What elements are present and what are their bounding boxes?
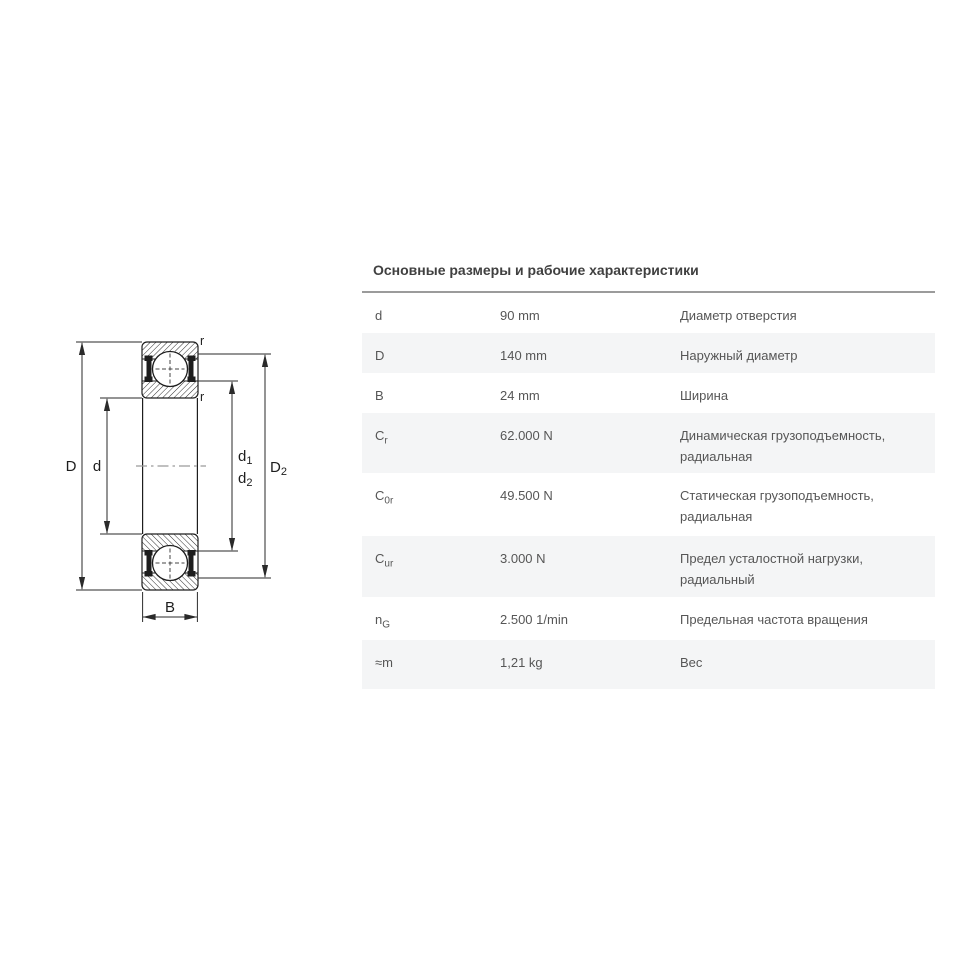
row-symbol: ≈m (375, 655, 393, 670)
dim-label-r-top: r (200, 334, 205, 348)
bearing-upper-half (142, 342, 198, 398)
row-description: Динамическая грузоподъемность, радиальная (680, 428, 886, 464)
row-symbol: $n_G$ (375, 612, 391, 631)
row-value: 140 mm (500, 348, 547, 363)
table-row (362, 536, 935, 597)
row-description: Вес (680, 655, 703, 670)
bearing-lower-half (142, 534, 198, 590)
table-row (362, 293, 935, 333)
row-description: Ширина (680, 388, 729, 403)
row-value: 3.000 N (500, 551, 546, 566)
bearing-cross-section-drawing (60, 330, 295, 630)
table-row (362, 597, 935, 640)
row-symbol: $C_{ur}$ (375, 551, 394, 570)
dim-label-d: d (92, 458, 102, 475)
row-symbol: D (375, 348, 385, 363)
table-row (362, 373, 935, 413)
dim-label-d2: $d_2$ (238, 470, 253, 489)
row-value: 24 mm (500, 388, 540, 403)
row-description: Диаметр отверстия (680, 308, 797, 323)
dim-label-B: B (164, 599, 176, 616)
row-symbol: $C_{0r}$ (375, 488, 394, 507)
table-row (362, 473, 935, 536)
dim-label-D: D (65, 458, 77, 475)
dim-label-r-bottom: r (200, 390, 205, 404)
row-symbol: B (375, 388, 384, 403)
panel-title: Основные размеры и рабочие характеристики (373, 262, 699, 278)
row-value: 62.000 N (500, 428, 553, 443)
row-description: Предельная частота вращения (680, 612, 868, 627)
row-value: 1,21 kg (500, 655, 543, 670)
dim-label-D2: $D_2$ (270, 459, 287, 478)
row-value: 2.500 1/min (500, 612, 568, 627)
row-description: Предел усталостной нагрузки, радиальный (680, 551, 863, 587)
table-row (362, 640, 935, 689)
row-value: 90 mm (500, 308, 540, 323)
row-symbol: d (375, 308, 383, 323)
row-symbol: $C_r$ (375, 428, 388, 447)
spec-table (362, 291, 935, 689)
spec-panel (362, 262, 935, 689)
table-row (362, 333, 935, 373)
dim-label-d1: $d_1$ (238, 448, 253, 467)
row-description: Статическая грузоподъемность, радиальная (680, 488, 874, 524)
table-row (362, 413, 935, 473)
row-description: Наружный диаметр (680, 348, 798, 363)
row-value: 49.500 N (500, 488, 553, 503)
